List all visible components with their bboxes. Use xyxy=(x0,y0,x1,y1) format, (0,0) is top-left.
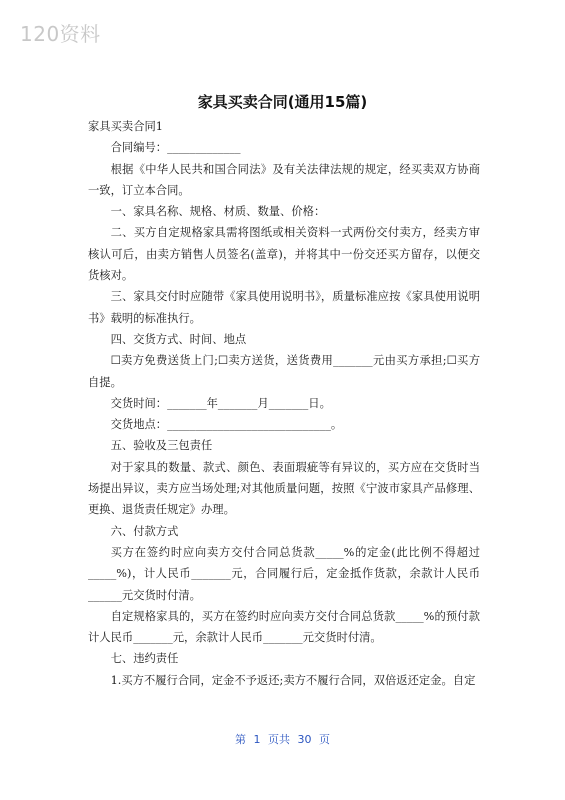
total-page-count: 30 xyxy=(297,733,312,746)
paragraph: 买方在签约时应向卖方交付合同总货款_____%的定金(此比例不得超过_____%)，计人民币_______元，合同履行后，定金抵作货款，余款计人民币______元交货时付清。 xyxy=(88,545,480,602)
watermark: 120资料 xyxy=(20,22,101,46)
section-heading: 家具买卖合同1 xyxy=(88,120,163,133)
paragraph: 交货时间：_______年_______月_______日。 xyxy=(110,396,331,410)
page-footer xyxy=(0,731,565,747)
footer-prefix: 第 xyxy=(235,733,246,746)
paragraph: 交货地点：_____________________________。 xyxy=(110,418,343,432)
footer-mid: 页共 xyxy=(268,733,290,746)
paragraph: 一、家具名称、规格、材质、数量、价格： xyxy=(110,205,326,219)
paragraph: 1.买方不履行合同，定金不予返还;卖方不履行合同，双倍返还定金。自定 xyxy=(110,673,476,687)
document-body xyxy=(88,116,480,691)
paragraph: ☐卖方免费送货上门;☐卖方送货，送货费用_______元由买方承担;☐买方自提。 xyxy=(88,354,480,389)
current-page-number: 1 xyxy=(253,733,261,746)
paragraph: 四、交货方式、时间、地点 xyxy=(110,332,247,346)
paragraph: 自定规格家具的，买方在签约时应向卖方交付合同总货款_____%的预付款计人民币_______元，余款计人民币_______元交货时付清。 xyxy=(88,609,480,645)
paragraph: 六、付款方式 xyxy=(110,524,179,538)
document-title: 家具买卖合同(通用15篇) xyxy=(197,93,368,111)
paragraph: 七、违约责任 xyxy=(110,652,179,666)
paragraph: 对于家具的数量、款式、颜色、表面瑕疵等有异议的，买方应在交货时当场提出异议，卖方应当场处理;对其他质量问题，按照《宁波市家具产品修理、更换、退货责任规定》办理。 xyxy=(88,460,480,517)
paragraph: 二、买方自定规格家具需将图纸或相关资料一式两份交付卖方，经卖方审核认可后，由卖方销售人员签名(盖章)，并将其中一份交还买方留存，以便交货核对。 xyxy=(88,226,480,283)
paragraph: 合同编号：_____________ xyxy=(110,141,241,155)
paragraph: 三、家具交付时应随带《家具使用说明书》，质量标准应按《家具使用说明书》载明的标准执行。 xyxy=(88,290,480,325)
footer-suffix: 页 xyxy=(319,733,330,746)
paragraph: 五、验收及三包责任 xyxy=(110,439,213,453)
paragraph: 根据《中华人民共和国合同法》及有关法律法规的规定，经买卖双方协商一致，订立本合同。 xyxy=(88,162,480,197)
